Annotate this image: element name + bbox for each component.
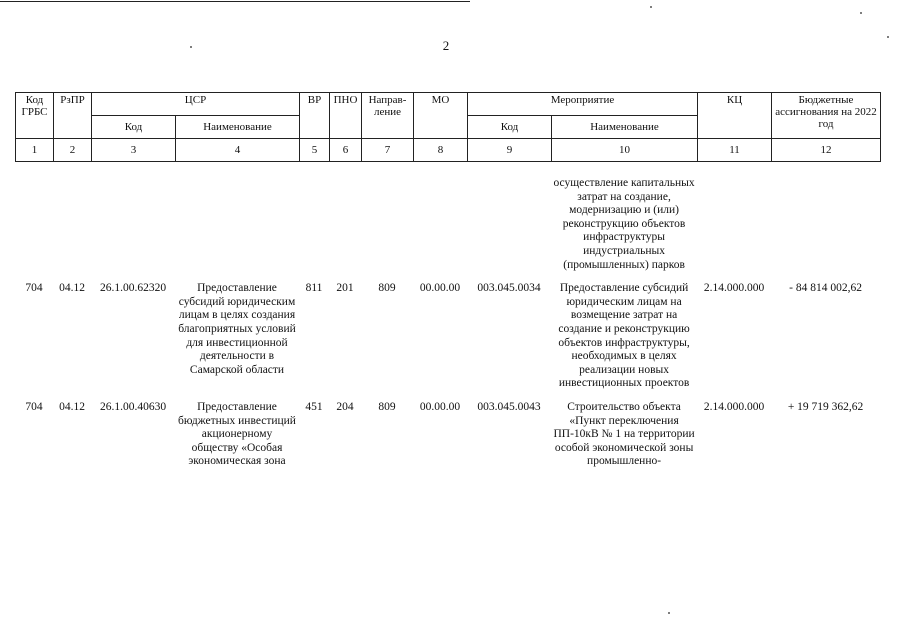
col-number: 11	[698, 139, 772, 162]
cell-meropr-name: Предоставление субсидий юридическим лицам на возмещение затрат на создание и реконструкцию объектов инфраструктуры, необходимых в целях реализации новых инвестиционных проектов	[558, 282, 690, 390]
cell-vr: 811	[305, 282, 323, 295]
table-body	[15, 177, 880, 469]
header-kod-grbs: Код ГРБС	[16, 93, 54, 139]
col-number: 8	[414, 139, 468, 162]
header-rzpr: РзПР	[54, 93, 92, 139]
cell-meropr-name: Строительство объекта «Пункт переключения ПП-10кВ № 1 на территории особой экономической зоны промышленно-	[553, 400, 695, 468]
header-meropr: Мероприятие	[468, 93, 698, 116]
table-row	[15, 282, 880, 391]
cell-pno: 204	[336, 400, 354, 413]
scan-speck	[860, 12, 862, 14]
header-meropr-name: Наименование	[552, 116, 698, 139]
header-kc: КЦ	[698, 93, 772, 139]
header-mo: МО	[414, 93, 468, 139]
header-budget: Бюджетные ассигнования на 2022 год	[772, 93, 881, 139]
header-csr: ЦСР	[92, 93, 300, 116]
cell-rzpr: 04.12	[59, 400, 85, 413]
page-number: 2	[442, 38, 450, 53]
cell-csr-kod: 26.1.00.40630	[99, 400, 167, 413]
col-number: 12	[772, 139, 881, 162]
continuation-text: осуществление капитальных затрат на создание, модернизацию и (или) реконструкцию объектов инфраструктуры индустриальных (промышленных) парков	[553, 177, 695, 271]
cell-pno: 201	[336, 282, 354, 295]
col-number: 9	[468, 139, 552, 162]
cell-meropr-kod: 003.045.0034	[477, 282, 541, 295]
cell-csr-name: Предоставление субсидий юридическим лицам в целях создания благоприятных условий для инвестиционной деятельности в Самарской области	[178, 282, 296, 376]
header-napr: Направ-ление	[362, 93, 414, 139]
col-number: 6	[330, 139, 362, 162]
cell-csr-name: Предоставление бюджетных инвестиций акционерному обществу «Особая экономическая зона	[178, 400, 296, 468]
column-number-row	[16, 139, 881, 162]
continuation-row	[15, 177, 880, 272]
col-number: 2	[54, 139, 92, 162]
cell-mo: 00.00.00	[419, 400, 461, 413]
col-number: 10	[552, 139, 698, 162]
table-row	[15, 401, 880, 469]
col-number: 4	[176, 139, 300, 162]
scan-speck	[668, 612, 670, 614]
cell-meropr-kod: 003.045.0043	[477, 400, 541, 413]
scan-speck	[650, 6, 652, 8]
table-header	[15, 92, 881, 162]
cell-kc: 2.14.000.000	[703, 282, 765, 295]
cell-grbs: 704	[25, 282, 43, 295]
cell-vr: 451	[305, 400, 323, 413]
cell-mo: 00.00.00	[419, 282, 461, 295]
header-csr-name: Наименование	[176, 116, 300, 139]
cell-csr-kod: 26.1.00.62320	[99, 282, 167, 295]
col-number: 3	[92, 139, 176, 162]
cell-rzpr: 04.12	[59, 282, 85, 295]
header-vr: ВР	[300, 93, 330, 139]
col-number: 1	[16, 139, 54, 162]
top-rule	[0, 1, 470, 2]
col-number: 5	[300, 139, 330, 162]
cell-napr: 809	[378, 400, 396, 413]
header-meropr-kod: Код	[468, 116, 552, 139]
col-number: 7	[362, 139, 414, 162]
cell-kc: 2.14.000.000	[703, 400, 765, 413]
cell-amount: + 19 719 362,62	[787, 400, 864, 413]
scan-speck	[887, 36, 889, 38]
cell-napr: 809	[378, 282, 396, 295]
header-csr-kod: Код	[92, 116, 176, 139]
scan-speck	[190, 46, 192, 48]
cell-grbs: 704	[25, 400, 43, 413]
cell-amount: - 84 814 002,62	[789, 282, 862, 295]
header-pno: ПНО	[330, 93, 362, 139]
